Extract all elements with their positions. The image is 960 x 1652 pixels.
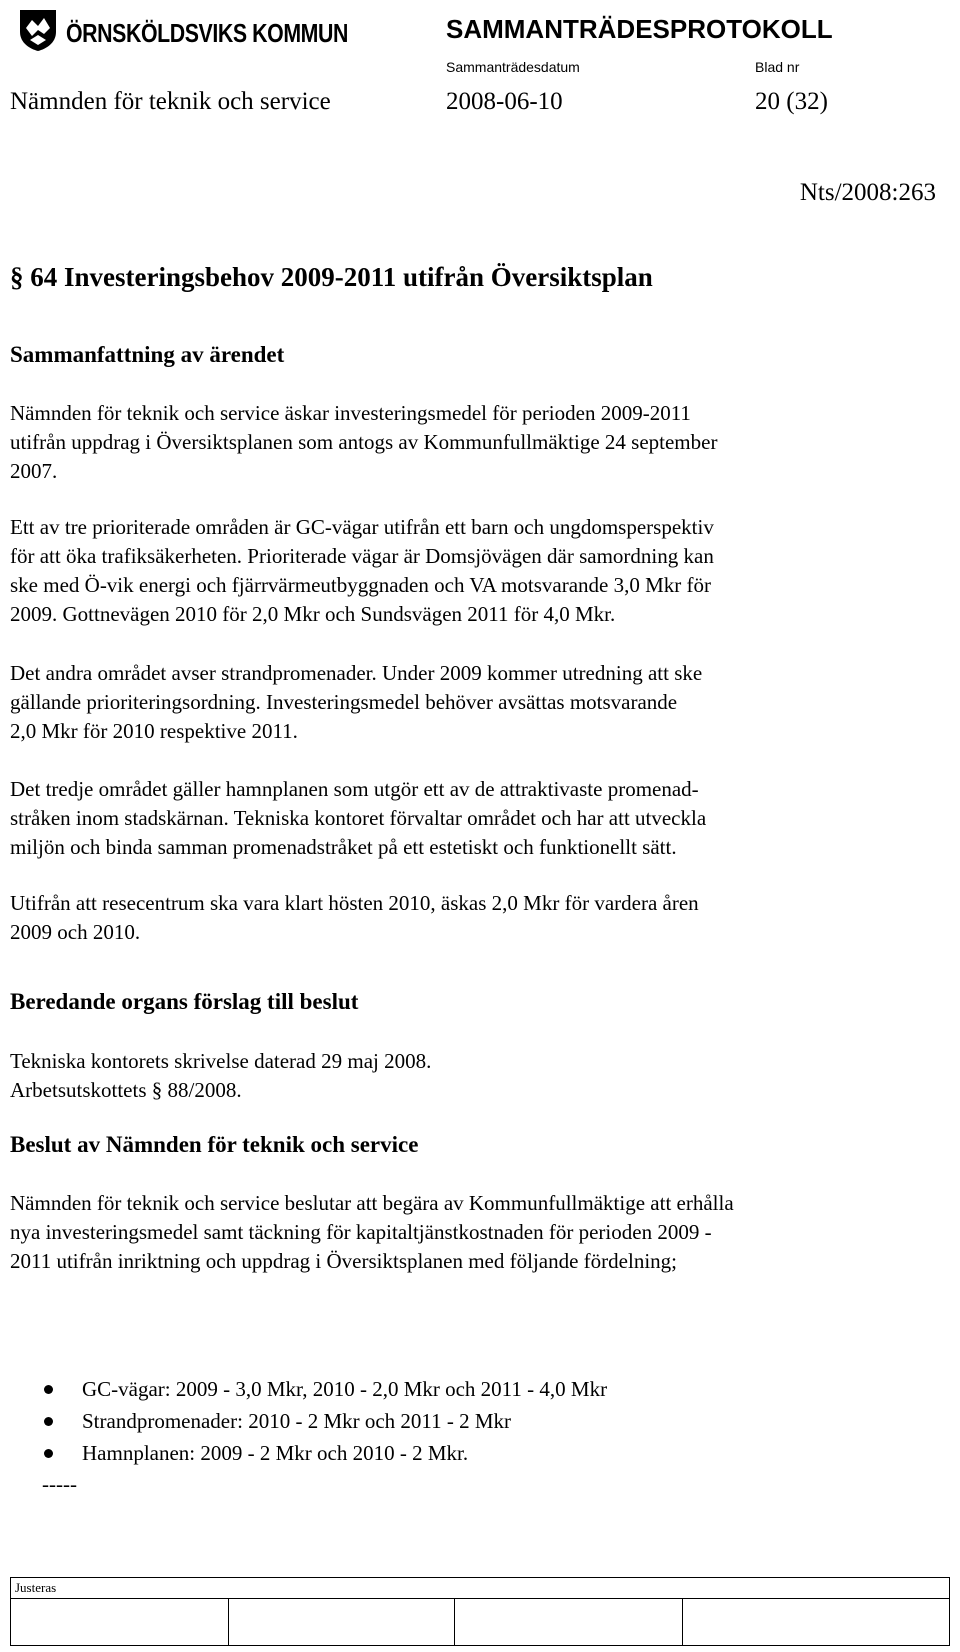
allocation-list (40, 1373, 607, 1469)
signature-table-header (11, 1578, 949, 1599)
signature-cell (11, 1598, 229, 1645)
title-text: 64 Investeringsbehov 2009-2011 utifrån Översiktsplan (30, 262, 653, 292)
proposal-text: Tekniska kontorets skrivelse daterad 29 maj 2008. Arbetsutskottets § 88/2008. (10, 1049, 432, 1102)
summary-paragraph-5: Utifrån att resecentrum ska vara klart hösten 2010, äskas 2,0 Mkr för vardera åren 2009 och 2010. (10, 891, 699, 944)
bullet-icon (44, 1417, 53, 1426)
summary-paragraph-3: Det andra området avser strandpromenader. Under 2009 kommer utredning att ske gällande prioriteringsordning. Investeringsmedel behöver avsättas motsvarande 2,0 Mkr för 2010 respektive 2011. (10, 661, 703, 743)
proposal-heading: Beredande organs förslag till beslut (10, 989, 359, 1014)
list-item: Hamnplanen: 2009 - 2 Mkr och 2010 - 2 Mkr. (40, 1437, 607, 1469)
crest-icon (18, 8, 58, 52)
section-symbol: § (10, 262, 24, 292)
diary-number: Nts/2008:263 (799, 179, 936, 206)
summary-heading: Sammanfattning av ärendet (10, 342, 285, 367)
signature-label: Justeras (15, 1580, 57, 1595)
committee-name: Nämnden för teknik och service (10, 88, 331, 115)
decision-heading: Beslut av Nämnden för teknik och service (10, 1132, 419, 1157)
bullet-icon (44, 1385, 53, 1394)
list-item: Strandpromenader: 2010 - 2 Mkr och 2011 - 2 Mkr (40, 1405, 607, 1437)
page-number: 20 (32) (755, 88, 828, 115)
list-item: GC-vägar: 2009 - 3,0 Mkr, 2010 - 2,0 Mkr och 2011 - 4,0 Mkr (40, 1373, 607, 1405)
bullet-icon (44, 1449, 53, 1458)
summary-paragraph-1: Nämnden för teknik och service äskar investeringsmedel för perioden 2009-2011 utifrån uppdrag i Översiktsplanen som antogs av Kommunfullmäktige 24 september 2007. (10, 401, 718, 483)
decision-text: Nämnden för teknik och service beslutar att begära av Kommunfullmäktige att erhålla nya investeringsmedel samt täckning för kapitaltjänstkostnaden för perioden 2009 - 2011 utifrån inriktning och uppdrag i Översiktsplanen med följande fördelning; (10, 1191, 734, 1273)
org-name: ÖRNSKÖLDSVIKS KOMMUN (66, 18, 349, 48)
meeting-date-label: Sammanträdesdatum (446, 59, 580, 75)
summary-paragraph-4: Det tredje området gäller hamnplanen som utgör ett av de attraktivaste promenad- stråken inom stadskärnan. Tekniska kontoret förvaltar området och har att utveckla miljön och binda samman promenadstråket på ett estetiskt och funktionellt sätt. (10, 777, 707, 859)
meeting-date: 2008-06-10 (446, 88, 563, 115)
summary-paragraph-2: Ett av tre prioriterade områden är GC-vägar utifrån ett barn och ungdomsperspektiv för att öka trafiksäkerheten. Prioriterade vägar är Domsjövägen där samordning kan ske med Ö-vik energi och fjärrvärmeutbyggnaden och VA motsvarande 3,0 Mkr för 2009. Gottnevägen 2010 för 2,0 Mkr och Sundsvägen 2011 för 4,0 Mkr. (10, 515, 714, 626)
org-logo (18, 8, 349, 52)
signature-cell (454, 1598, 683, 1645)
signature-cell (228, 1598, 455, 1645)
document-type: SAMMANTRÄDESPROTOKOLL (446, 14, 833, 44)
page-title (10, 262, 653, 293)
signature-table (10, 1577, 950, 1646)
page-number-label: Blad nr (755, 59, 800, 75)
end-marker: ----- (42, 1472, 77, 1496)
